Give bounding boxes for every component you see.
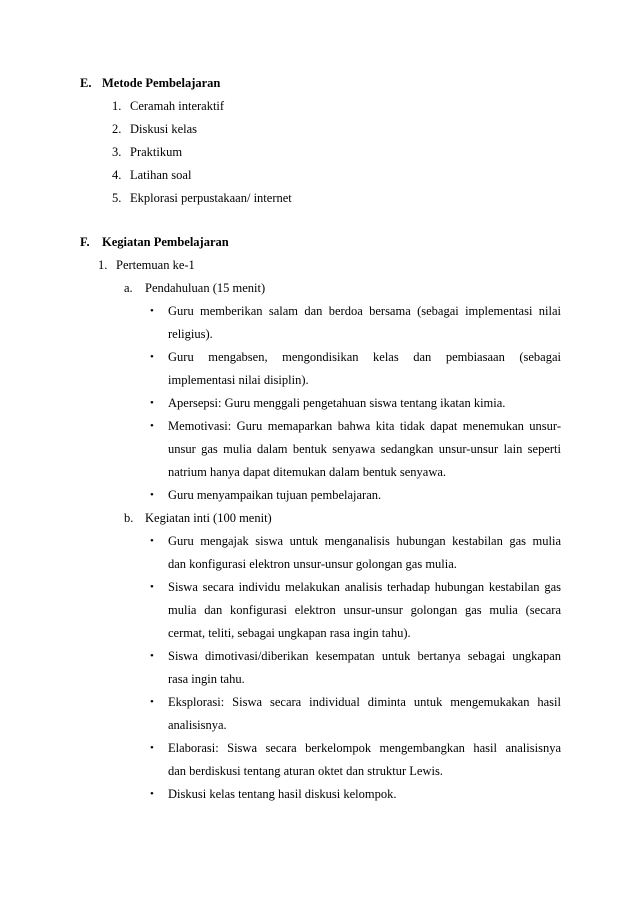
bullet-line: unsur gas mulia dalam bentuk senyawa sedangkan unsur-unsur lain seperti xyxy=(168,442,561,456)
bullet-icon: • xyxy=(150,650,154,662)
section-f-label: F. xyxy=(80,235,90,249)
bullet-icon: • xyxy=(150,696,154,708)
section-e-title: Metode Pembelajaran xyxy=(102,76,221,90)
subsection-a-label: a. xyxy=(124,281,133,295)
bullet-line: Elaborasi: Siswa secara berkelompok mengembangkan hasil analisisnya xyxy=(168,741,561,755)
bullet-line: Diskusi kelas tentang hasil diskusi kelompok. xyxy=(168,787,397,801)
bullet-line: Guru mengabsen, mengondisikan kelas dan pembiasaan (sebagai xyxy=(168,350,561,364)
bullet-line: Apersepsi: Guru menggali pengetahuan siswa tentang ikatan kimia. xyxy=(168,396,506,410)
bullet-line: natrium hanya dapat ditemukan dalam bentuk senyawa. xyxy=(168,465,447,479)
list-item: Diskusi kelas xyxy=(130,122,198,136)
meeting-title: Pertemuan ke-1 xyxy=(116,258,195,272)
bullet-line: religius). xyxy=(168,327,213,341)
bullet-line: rasa ingin tahu. xyxy=(168,672,245,686)
list-item-number: 1. xyxy=(112,99,122,113)
bullet-line: Siswa dimotivasi/diberikan kesempatan untuk bertanya sebagai ungkapan xyxy=(168,649,561,663)
subsection-b-title: Kegiatan inti (100 menit) xyxy=(145,511,272,525)
bullet-line: Guru mengajak siswa untuk menganalisis hubungan kestabilan gas mulia xyxy=(168,534,561,548)
bullet-line: dan konfigurasi elektron unsur-unsur golongan gas mulia. xyxy=(168,557,457,571)
bullet-line: cermat, teliti, sebagai ungkapan rasa ingin tahu). xyxy=(168,626,411,640)
bullet-icon: • xyxy=(150,351,154,363)
bullet-icon: • xyxy=(150,420,154,432)
bullet-line: Siswa secara individu melakukan analisis terhadap hubungan kestabilan gas xyxy=(168,580,561,594)
bullet-icon: • xyxy=(150,397,154,409)
bullet-icon: • xyxy=(150,788,154,800)
bullet-icon: • xyxy=(150,581,154,593)
bullet-icon: • xyxy=(150,305,154,317)
list-item-number: 5. xyxy=(112,191,122,205)
bullet-line: implementasi nilai disiplin). xyxy=(168,373,309,387)
section-f-title: Kegiatan Pembelajaran xyxy=(102,235,229,249)
bullet-line: Guru menyampaikan tujuan pembelajaran. xyxy=(168,488,382,502)
list-item-number: 2. xyxy=(112,122,122,136)
bullet-icon: • xyxy=(150,489,154,501)
bullet-line: Eksplorasi: Siswa secara individual diminta untuk mengemukakan hasil xyxy=(168,695,561,709)
subsection-a-title: Pendahuluan (15 menit) xyxy=(145,281,266,295)
bullet-line: dan berdiskusi tentang aturan oktet dan struktur Lewis. xyxy=(168,764,443,778)
list-item: Latihan soal xyxy=(130,168,192,182)
list-item: Ekplorasi perpustakaan/ internet xyxy=(130,191,292,205)
list-item: Ceramah interaktif xyxy=(130,99,225,113)
list-item-number: 3. xyxy=(112,145,122,159)
bullet-icon: • xyxy=(150,535,154,547)
bullet-line: Guru memberikan salam dan berdoa bersama (sebagai implementasi nilai xyxy=(168,304,561,318)
list-item: Praktikum xyxy=(130,145,183,159)
bullet-line: mulia dan konfigurasi elektron unsur-unsur golongan gas mulia (secara xyxy=(168,603,561,617)
section-e-label: E. xyxy=(80,76,92,90)
bullet-icon: • xyxy=(150,742,154,754)
meeting-number: 1. xyxy=(98,258,108,272)
list-item-number: 4. xyxy=(112,168,122,182)
bullet-line: Memotivasi: Guru memaparkan bahwa kita tidak dapat menemukan unsur- xyxy=(168,419,561,433)
subsection-b-label: b. xyxy=(124,511,134,525)
bullet-line: analisisnya. xyxy=(168,718,227,732)
